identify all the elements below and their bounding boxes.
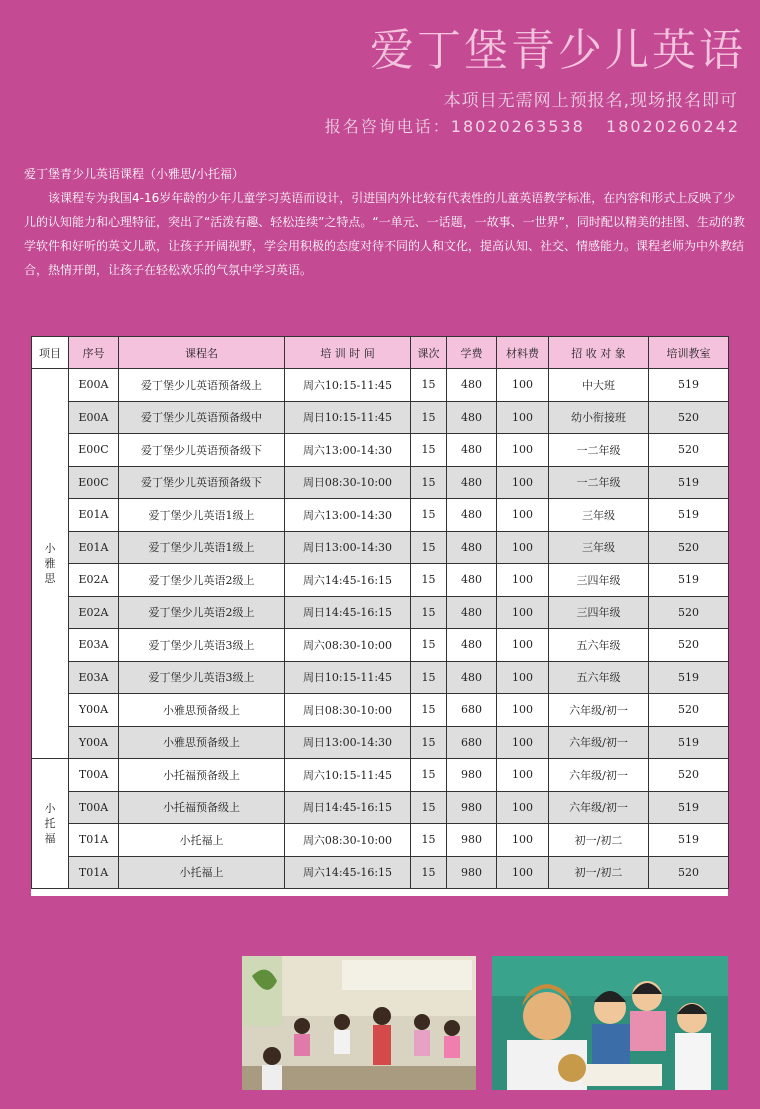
table-row bbox=[32, 434, 729, 467]
table-cell: 初一/初二 bbox=[549, 824, 649, 857]
table-cell: 爱丁堡少儿英语预备级中 bbox=[119, 401, 285, 434]
table-cell: 100 bbox=[497, 531, 549, 564]
table-cell: 100 bbox=[497, 726, 549, 759]
table-cell: 六年级/初一 bbox=[549, 759, 649, 792]
table-cell: 周日08:30-10:00 bbox=[285, 694, 411, 727]
table-cell: 100 bbox=[497, 596, 549, 629]
table-cell: 15 bbox=[411, 466, 447, 499]
header-cell: 课程名 bbox=[119, 337, 285, 369]
table-cell: 520 bbox=[649, 434, 729, 467]
table-cell: 周日14:45-16:15 bbox=[285, 596, 411, 629]
table-cell: 980 bbox=[447, 791, 497, 824]
table-cell: 15 bbox=[411, 759, 447, 792]
course-table-container bbox=[31, 336, 728, 896]
table-cell: 周六10:15-11:45 bbox=[285, 759, 411, 792]
table-cell: 小托福上 bbox=[119, 856, 285, 889]
category-cell bbox=[32, 759, 69, 889]
table-cell: 周日13:00-14:30 bbox=[285, 531, 411, 564]
table-cell: 15 bbox=[411, 401, 447, 434]
table-cell: 周六14:45-16:15 bbox=[285, 564, 411, 597]
table-cell: 480 bbox=[447, 401, 497, 434]
table-row bbox=[32, 369, 729, 402]
table-cell: 15 bbox=[411, 499, 447, 532]
table-cell: 一二年级 bbox=[549, 434, 649, 467]
table-cell: 幼小衔接班 bbox=[549, 401, 649, 434]
table-cell: 爱丁堡少儿英语3级上 bbox=[119, 629, 285, 662]
table-cell: T00A bbox=[69, 791, 119, 824]
table-cell: 480 bbox=[447, 596, 497, 629]
table-cell: 15 bbox=[411, 824, 447, 857]
table-cell: 周日13:00-14:30 bbox=[285, 726, 411, 759]
category-label: 小托福 bbox=[44, 802, 56, 845]
table-cell: E00C bbox=[69, 466, 119, 499]
table-cell: Y00A bbox=[69, 694, 119, 727]
table-cell: 15 bbox=[411, 434, 447, 467]
intro-heading: 爱丁堡青少儿英语课程（小雅思/小托福） bbox=[24, 167, 245, 181]
header-cell: 培 训 时 间 bbox=[285, 337, 411, 369]
table-cell: 480 bbox=[447, 434, 497, 467]
table-row bbox=[32, 791, 729, 824]
table-cell: 15 bbox=[411, 369, 447, 402]
table-row bbox=[32, 759, 729, 792]
table-cell: 爱丁堡少儿英语2级上 bbox=[119, 564, 285, 597]
table-cell: 100 bbox=[497, 499, 549, 532]
table-cell: 520 bbox=[649, 856, 729, 889]
table-row bbox=[32, 661, 729, 694]
table-cell: 519 bbox=[649, 499, 729, 532]
table-cell: E03A bbox=[69, 661, 119, 694]
table-cell: 15 bbox=[411, 694, 447, 727]
table-cell: E00A bbox=[69, 401, 119, 434]
table-cell: Y00A bbox=[69, 726, 119, 759]
table-cell: 小托福预备级上 bbox=[119, 791, 285, 824]
table-cell: 100 bbox=[497, 369, 549, 402]
table-cell: 六年级/初一 bbox=[549, 726, 649, 759]
table-cell: 六年级/初一 bbox=[549, 694, 649, 727]
table-cell: 三四年级 bbox=[549, 564, 649, 597]
table-cell: 519 bbox=[649, 791, 729, 824]
table-cell: 爱丁堡少儿英语2级上 bbox=[119, 596, 285, 629]
table-cell: 15 bbox=[411, 629, 447, 662]
table-cell: 小雅思预备级上 bbox=[119, 726, 285, 759]
table-cell: 一二年级 bbox=[549, 466, 649, 499]
table-cell: 100 bbox=[497, 791, 549, 824]
table-row bbox=[32, 629, 729, 662]
table-cell: 100 bbox=[497, 856, 549, 889]
table-cell: E00A bbox=[69, 369, 119, 402]
category-cell bbox=[32, 369, 69, 759]
table-cell: 15 bbox=[411, 661, 447, 694]
table-row bbox=[32, 694, 729, 727]
table-cell: 周日08:30-10:00 bbox=[285, 466, 411, 499]
table-cell: 15 bbox=[411, 726, 447, 759]
table-cell: 三年级 bbox=[549, 531, 649, 564]
table-cell: 100 bbox=[497, 694, 549, 727]
table-cell: 小托福预备级上 bbox=[119, 759, 285, 792]
table-cell: 519 bbox=[649, 466, 729, 499]
table-cell: 周六10:15-11:45 bbox=[285, 369, 411, 402]
page-title: 爱丁堡青少儿英语 bbox=[370, 25, 746, 76]
table-cell: 小雅思预备级上 bbox=[119, 694, 285, 727]
table-cell: 480 bbox=[447, 466, 497, 499]
table-cell: 爱丁堡少儿英语预备级上 bbox=[119, 369, 285, 402]
table-cell: 中大班 bbox=[549, 369, 649, 402]
table-cell: 周日10:15-11:45 bbox=[285, 401, 411, 434]
table-cell: 519 bbox=[649, 564, 729, 597]
header-cell: 项目 bbox=[32, 337, 69, 369]
table-cell: E01A bbox=[69, 499, 119, 532]
table-cell: 小托福上 bbox=[119, 824, 285, 857]
table-cell: 三年级 bbox=[549, 499, 649, 532]
table-cell: 100 bbox=[497, 466, 549, 499]
table-cell: 周六08:30-10:00 bbox=[285, 824, 411, 857]
table-cell: 980 bbox=[447, 856, 497, 889]
header-cell: 培训教室 bbox=[649, 337, 729, 369]
table-cell: 480 bbox=[447, 661, 497, 694]
table-cell: 六年级/初一 bbox=[549, 791, 649, 824]
course-intro bbox=[24, 162, 746, 282]
table-row bbox=[32, 466, 729, 499]
table-cell: T01A bbox=[69, 824, 119, 857]
table-cell: E01A bbox=[69, 531, 119, 564]
classroom-photo bbox=[242, 956, 476, 1090]
intro-paragraph: 该课程专为我国4-16岁年龄的少年儿童学习英语而设计，引进国内外比较有代表性的儿童英语教学标准，在内容和形式上反映了少儿的认知能力和心理特征，突出了“活泼有趣、轻松连续”之特点。“一单元、一话题，一故事、一世界”，同时配以精美的挂图、生动的教学软件和好听的英文儿歌，让孩子开阔视野，学会用积极的态度对待不同的人和文化，提高认知、社交、情感能力。课程老师为中外教结合，热情开朗，让孩子在轻松欢乐的气氛中学习英语。 bbox=[24, 191, 745, 277]
table-cell: 680 bbox=[447, 726, 497, 759]
table-cell: E03A bbox=[69, 629, 119, 662]
header-cell: 序号 bbox=[69, 337, 119, 369]
table-cell: 初一/初二 bbox=[549, 856, 649, 889]
table-cell: 480 bbox=[447, 499, 497, 532]
table-cell: 爱丁堡少儿英语预备级下 bbox=[119, 466, 285, 499]
table-cell: 15 bbox=[411, 564, 447, 597]
teacher-with-children-photo bbox=[492, 956, 728, 1090]
table-cell: 三四年级 bbox=[549, 596, 649, 629]
registration-note: 本项目无需网上预报名,现场报名即可 bbox=[443, 91, 738, 111]
table-cell: 爱丁堡少儿英语预备级下 bbox=[119, 434, 285, 467]
table-cell: T00A bbox=[69, 759, 119, 792]
table-cell: 480 bbox=[447, 629, 497, 662]
table-cell: T01A bbox=[69, 856, 119, 889]
table-cell: 100 bbox=[497, 401, 549, 434]
table-cell: 520 bbox=[649, 759, 729, 792]
table-cell: 周六13:00-14:30 bbox=[285, 434, 411, 467]
table-cell: 100 bbox=[497, 661, 549, 694]
table-cell: 100 bbox=[497, 824, 549, 857]
table-cell: 520 bbox=[649, 629, 729, 662]
table-cell: 15 bbox=[411, 856, 447, 889]
table-row bbox=[32, 824, 729, 857]
header-cell: 材料费 bbox=[497, 337, 549, 369]
table-cell: 100 bbox=[497, 759, 549, 792]
table-cell: 519 bbox=[649, 726, 729, 759]
table-cell: 519 bbox=[649, 661, 729, 694]
table-cell: 周六08:30-10:00 bbox=[285, 629, 411, 662]
table-cell: 爱丁堡少儿英语1级上 bbox=[119, 499, 285, 532]
table-cell: 520 bbox=[649, 596, 729, 629]
table-cell: 15 bbox=[411, 531, 447, 564]
table-cell: E00C bbox=[69, 434, 119, 467]
table-row bbox=[32, 531, 729, 564]
table-cell: 15 bbox=[411, 791, 447, 824]
table-cell: 520 bbox=[649, 401, 729, 434]
table-cell: 100 bbox=[497, 434, 549, 467]
table-cell: 480 bbox=[447, 369, 497, 402]
table-cell: 519 bbox=[649, 824, 729, 857]
table-cell: 爱丁堡少儿英语3级上 bbox=[119, 661, 285, 694]
category-label: 小雅思 bbox=[44, 542, 56, 585]
header-cell: 课次 bbox=[411, 337, 447, 369]
table-cell: 周六14:45-16:15 bbox=[285, 856, 411, 889]
table-cell: E02A bbox=[69, 564, 119, 597]
table-cell: 520 bbox=[649, 531, 729, 564]
header-cell: 学费 bbox=[447, 337, 497, 369]
table-cell: 980 bbox=[447, 759, 497, 792]
table-cell: 480 bbox=[447, 531, 497, 564]
table-row bbox=[32, 499, 729, 532]
header-cell: 招 收 对 象 bbox=[549, 337, 649, 369]
table-row bbox=[32, 401, 729, 434]
table-cell: 五六年级 bbox=[549, 629, 649, 662]
table-cell: 周日14:45-16:15 bbox=[285, 791, 411, 824]
table-cell: 480 bbox=[447, 564, 497, 597]
table-cell: 680 bbox=[447, 694, 497, 727]
table-row bbox=[32, 726, 729, 759]
table-cell: 100 bbox=[497, 564, 549, 597]
phone-line: 报名咨询电话：18020263538 18020260242 bbox=[324, 117, 740, 136]
course-table bbox=[31, 336, 729, 889]
table-cell: 980 bbox=[447, 824, 497, 857]
table-row bbox=[32, 596, 729, 629]
table-cell: E02A bbox=[69, 596, 119, 629]
table-cell: 520 bbox=[649, 694, 729, 727]
table-row bbox=[32, 564, 729, 597]
table-cell: 爱丁堡少儿英语1级上 bbox=[119, 531, 285, 564]
table-cell: 五六年级 bbox=[549, 661, 649, 694]
table-cell: 15 bbox=[411, 596, 447, 629]
table-row bbox=[32, 856, 729, 889]
table-cell: 519 bbox=[649, 369, 729, 402]
table-header-row bbox=[32, 337, 729, 369]
table-cell: 周六13:00-14:30 bbox=[285, 499, 411, 532]
table-cell: 100 bbox=[497, 629, 549, 662]
table-cell: 周日10:15-11:45 bbox=[285, 661, 411, 694]
